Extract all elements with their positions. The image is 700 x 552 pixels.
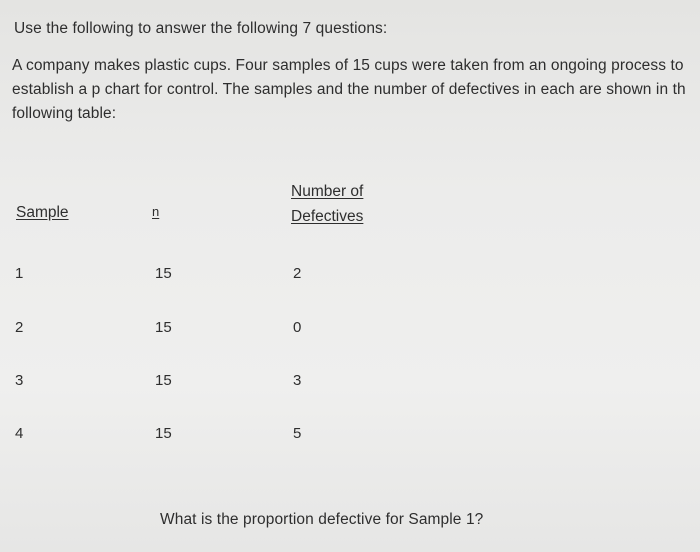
- table-cell-n: 15: [155, 265, 172, 282]
- table-cell-defectives: 0: [293, 319, 302, 336]
- column-header-defectives-line-1: Number of: [291, 183, 364, 200]
- column-header-defectives-line-2: Defectives: [291, 208, 364, 225]
- table-cell-defectives: 3: [293, 372, 302, 389]
- question-text: What is the proportion defective for Sample 1?: [160, 511, 484, 528]
- table-cell-sample: 3: [15, 372, 24, 389]
- table-cell-defectives: 5: [293, 425, 302, 442]
- problem-text-line-2: establish a p chart for control. The samples and the number of defectives in each are shown in th: [12, 81, 686, 98]
- table-cell-sample: 2: [15, 319, 24, 336]
- table-cell-n: 15: [155, 372, 172, 389]
- column-header-sample: Sample: [16, 204, 69, 221]
- column-header-n: n: [152, 204, 160, 219]
- instructions-heading: Use the following to answer the following 7 questions:: [14, 20, 388, 37]
- table-cell-sample: 4: [15, 425, 24, 442]
- table-cell-n: 15: [155, 319, 172, 336]
- problem-text-line-3: following table:: [12, 105, 117, 122]
- table-cell-defectives: 2: [293, 265, 302, 282]
- table-cell-sample: 1: [15, 265, 24, 282]
- table-cell-n: 15: [155, 425, 172, 442]
- problem-text-line-1: A company makes plastic cups. Four samples of 15 cups were taken from an ongoing process to: [12, 57, 684, 74]
